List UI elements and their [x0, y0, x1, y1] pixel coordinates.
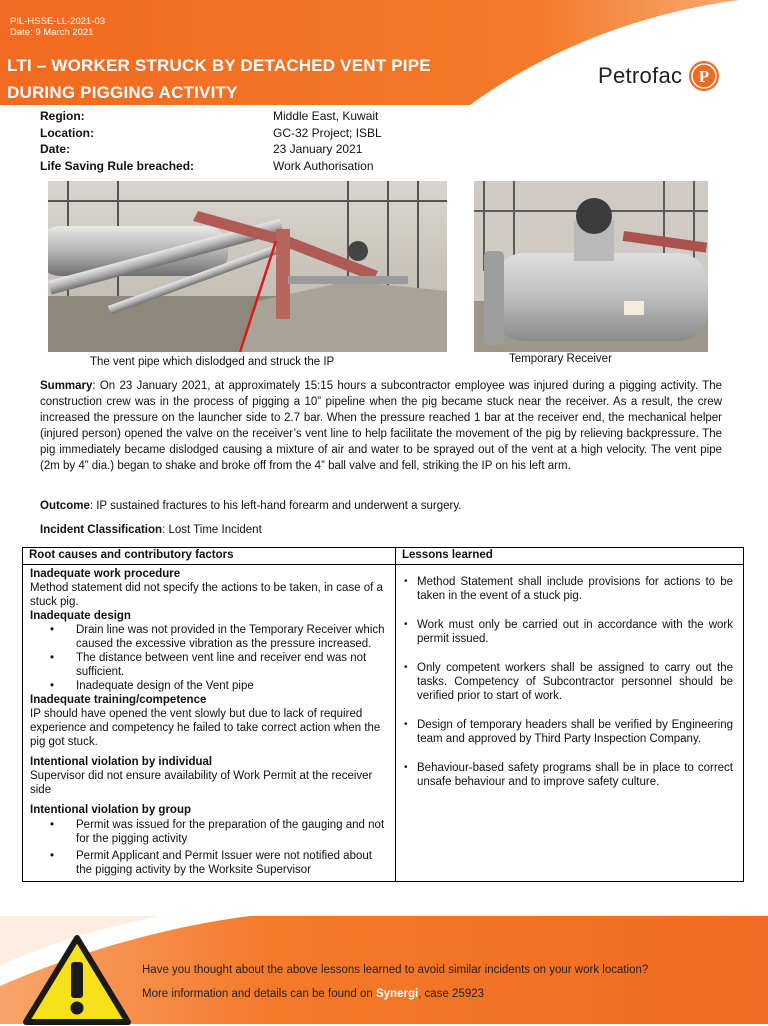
- detail-row-region: [40, 108, 382, 125]
- document-reference: [10, 16, 105, 38]
- root-causes-cell: [23, 565, 396, 882]
- detail-label: Date:: [40, 142, 71, 156]
- bullet-text: Permit was issued for the preparation of the gauging and not for the pigging activity: [76, 819, 385, 845]
- summary-text: : On 23 January 2021, at approximately 15:15 hours a subcontractor employee was injured during a pigging activity. The construction crew was in the process of pigging a 10” pipeline when the pig became stuck near the receiver. As a result, the crew increased the pressure on the launcher side to 2.7 bar. When the pressure reached 1 bar at the receiver end, the mechanical helper (injured person) opened the valve on the receiver’s vent line to help facilitate the movement of the pig by relieving backpressure. The pig immediately became dislodged causing a mixture of air and water to be sprayed out of the vent at a high velocity. The vent pipe (2m by 4” dia.) began to shake and broke off from the 4” ball valve and fell, striking the IP on his left arm.: [40, 380, 722, 472]
- bullet-text: Inadequate design of the Vent pipe: [76, 680, 254, 692]
- warning-icon: [22, 934, 132, 1026]
- bullet-text: Drain line was not provided in the Temporary Receiver which caused the excessive vibration as the pressure increased.: [76, 624, 385, 650]
- cause-bullet: • Permit Applicant and Permit Issuer were not notified about the pigging activity by the Worksite Supervisor: [50, 849, 389, 877]
- classification-paragraph: [40, 522, 722, 538]
- title-line-2: DURING PIGGING ACTIVITY: [7, 83, 238, 102]
- classification-text: : Lost Time Incident: [162, 524, 262, 536]
- footer-question: Have you thought about the above lessons learned to avoid similar incidents on your work location?: [142, 964, 649, 976]
- vent-pipe-photo: [48, 181, 447, 352]
- cause-bullet: • Inadequate design of the Vent pipe: [50, 680, 254, 692]
- cause-bullet: • Permit was issued for the preparation of the gauging and not for the pigging activity: [50, 818, 389, 846]
- receiver-caption: Temporary Receiver: [509, 353, 612, 365]
- lesson-text: Only competent workers shall be assigned to carry out the tasks. Competency of Subcontractor personnel should be verified prior to start of work.: [417, 662, 733, 702]
- lesson-item: • Design of temporary headers shall be verified by Engineering team and approved by Third Party Inspection Company.: [404, 719, 733, 745]
- detail-label: Location:: [40, 125, 94, 140]
- footer-info-prefix: More information and details can be found on: [142, 988, 376, 1000]
- detail-value: GC-32 Project; ISBL: [273, 125, 382, 140]
- cause-category: Inadequate design: [30, 610, 131, 622]
- cause-category: Intentional violation by individual: [30, 756, 213, 768]
- bullet-text: Permit Applicant and Permit Issuer were not notified about the pigging activity by the Worksite Supervisor: [76, 850, 372, 876]
- lesson-text: Work must only be carried out in accordance with the work permit issued.: [417, 619, 733, 645]
- vent-pipe-caption: The vent pipe which dislodged and struck the IP: [90, 356, 335, 368]
- detail-row-date: [40, 141, 382, 158]
- petrofac-p-icon: [688, 60, 720, 92]
- svg-text:P: P: [699, 67, 710, 86]
- incident-details: [40, 108, 382, 174]
- root-causes-header: Root causes and contributory factors: [23, 548, 396, 565]
- outcome-paragraph: [40, 498, 722, 514]
- cause-bullet: • Drain line was not provided in the Temporary Receiver which caused the excessive vibration as the pressure increased.: [50, 623, 389, 651]
- lesson-item: • Only competent workers shall be assigned to carry out the tasks. Competency of Subcontractor personnel should be verified prior to start of work.: [404, 662, 733, 702]
- cause-text: IP should have opened the vent slowly but due to lack of required experience and competency he failed to take correct action when the pig got stuck.: [30, 708, 381, 748]
- footer-info: [142, 988, 484, 1000]
- cause-category: Inadequate work procedure: [30, 568, 181, 580]
- page-header: [0, 0, 768, 105]
- cause-category: Inadequate training/competence: [30, 694, 207, 706]
- lesson-text: Behaviour-based safety programs shall be in place to correct unsafe behaviour and to improve safety culture.: [417, 762, 733, 788]
- cause-category: Intentional violation by group: [30, 804, 191, 816]
- lessons-header: Lessons learned: [396, 548, 744, 565]
- outcome-text: : IP sustained fractures to his left-hand forearm and underwent a surgery.: [89, 500, 462, 512]
- title-line-1: LTI – WORKER STRUCK BY DETACHED VENT PIPE: [7, 56, 431, 75]
- detail-row-rule: [40, 158, 382, 175]
- petrofac-logo: [598, 60, 720, 92]
- footer-case-number: , case 25923: [418, 988, 485, 1000]
- lesson-item: • Method Statement shall include provisions for actions to be taken in the event of a stuck pig.: [404, 576, 733, 602]
- detail-label: Life Saving Rule breached:: [40, 158, 195, 173]
- outcome-label: Outcome: [40, 500, 90, 512]
- detail-value: 23 January 2021: [273, 142, 363, 156]
- doc-date: Date: 9 March 2021: [10, 27, 94, 38]
- lessons-cell: [396, 565, 744, 882]
- detail-row-location: [40, 125, 382, 142]
- cause-text: Supervisor did not ensure availability of Work Permit at the receiver side: [30, 770, 373, 796]
- synergi-link[interactable]: Synergi: [375, 988, 419, 1000]
- summary-paragraph: [40, 378, 722, 474]
- detail-value: Middle East, Kuwait: [273, 109, 379, 123]
- bullet-text: The distance between vent line and receiver end was not sufficient.: [76, 652, 367, 678]
- classification-label: Incident Classification: [40, 524, 163, 536]
- cause-text: Method statement did not specify the actions to be taken, in case of a stuck pig.: [30, 582, 383, 608]
- lesson-item: • Behaviour-based safety programs shall be in place to correct unsafe behaviour and to improve safety culture.: [404, 762, 733, 788]
- page-title: [7, 52, 431, 106]
- page-footer: [0, 916, 768, 1024]
- doc-ref-number: PIL-HSSE-LL-2021-03: [10, 16, 106, 27]
- cause-bullet: • The distance between vent line and receiver end was not sufficient.: [50, 651, 389, 679]
- lesson-text: Design of temporary headers shall be verified by Engineering team and approved by Third Party Inspection Company.: [417, 719, 733, 745]
- summary-label: Summary: [40, 380, 93, 392]
- temporary-receiver-photo: [474, 181, 708, 352]
- detail-label: Region:: [40, 109, 85, 123]
- detail-value: Work Authorisation: [273, 158, 374, 173]
- lesson-item: • Work must only be carried out in accordance with the work permit issued.: [404, 619, 733, 645]
- root-cause-table: [22, 547, 744, 882]
- lesson-text: Method Statement shall include provisions for actions to be taken in the event of a stuck pig.: [417, 576, 733, 602]
- logo-text: Petrofac: [598, 63, 683, 88]
